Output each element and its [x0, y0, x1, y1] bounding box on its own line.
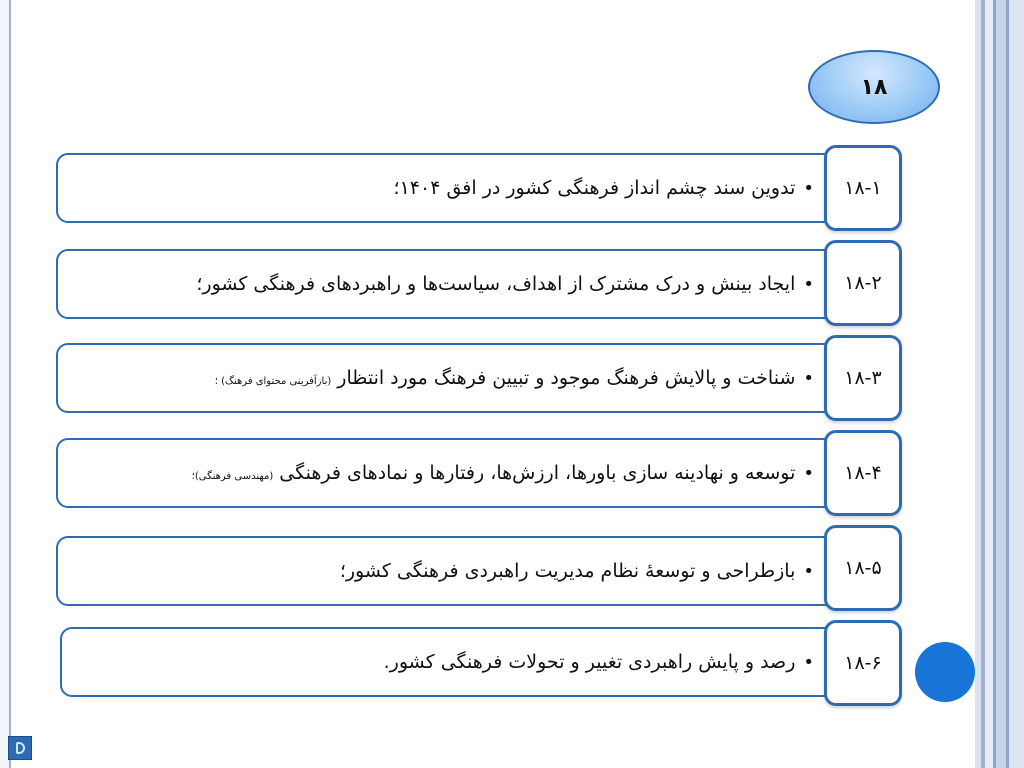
- bullet-icon: •: [803, 367, 814, 389]
- list-item: [56, 153, 842, 223]
- left-frame-border: [0, 0, 11, 768]
- item-text: بازطراحی و توسعهٔ نظام مدیریت راهبردی فرهنگی کشور؛: [339, 560, 796, 582]
- item-text: رصد و پایش راهبردی تغییر و تحولات فرهنگی کشور.: [383, 651, 796, 673]
- item-text: ایجاد بینش و درک مشترک از اهداف، سیاست‌ها و راهبردهای فرهنگی کشور؛: [196, 273, 796, 295]
- right-frame-stripe: [1009, 0, 1024, 768]
- list-item: [56, 343, 842, 413]
- list-item: [56, 536, 842, 606]
- right-frame-stripe: [985, 0, 993, 768]
- item-note: (بازآفرینی محتوای فرهنگ) ؛: [214, 376, 332, 387]
- bullet-icon: •: [803, 560, 814, 582]
- item-text: [215, 367, 796, 389]
- item-number-tab: ۱۸-۳: [824, 335, 902, 421]
- slide-number-badge: ۱۸: [808, 50, 940, 124]
- item-main-text: توسعه و نهادینه سازی باورها، ارزش‌ها، رفتارها و نمادهای فرهنگی: [279, 462, 796, 484]
- list-item: [60, 627, 842, 697]
- bullet-icon: •: [803, 177, 814, 199]
- item-main-text: شناخت و پالایش فرهنگ موجود و تبیین فرهنگ مورد انتظار: [337, 367, 796, 389]
- decorative-circle: [915, 642, 975, 702]
- bullet-icon: •: [803, 462, 814, 484]
- slide-nav-icon[interactable]: [8, 736, 32, 760]
- item-number-tab: ۱۸-۶: [824, 620, 902, 706]
- item-number-tab: ۱۸-۴: [824, 430, 902, 516]
- right-frame-stripe: [996, 0, 1006, 768]
- list-item: [56, 249, 842, 319]
- bullet-icon: •: [803, 273, 814, 295]
- item-note: (مهندسی فرهنگی)؛: [191, 471, 274, 482]
- item-text: تدوین سند چشم انداز فرهنگی کشور در افق ۱۴۰۴؛: [393, 177, 796, 199]
- item-number-tab: ۱۸-۱: [824, 145, 902, 231]
- list-item: [56, 438, 842, 508]
- item-number-tab: ۱۸-۵: [824, 525, 902, 611]
- item-text: [192, 462, 796, 484]
- document-glyph-icon: [16, 742, 25, 754]
- item-number-tab: ۱۸-۲: [824, 240, 902, 326]
- bullet-icon: •: [803, 651, 814, 673]
